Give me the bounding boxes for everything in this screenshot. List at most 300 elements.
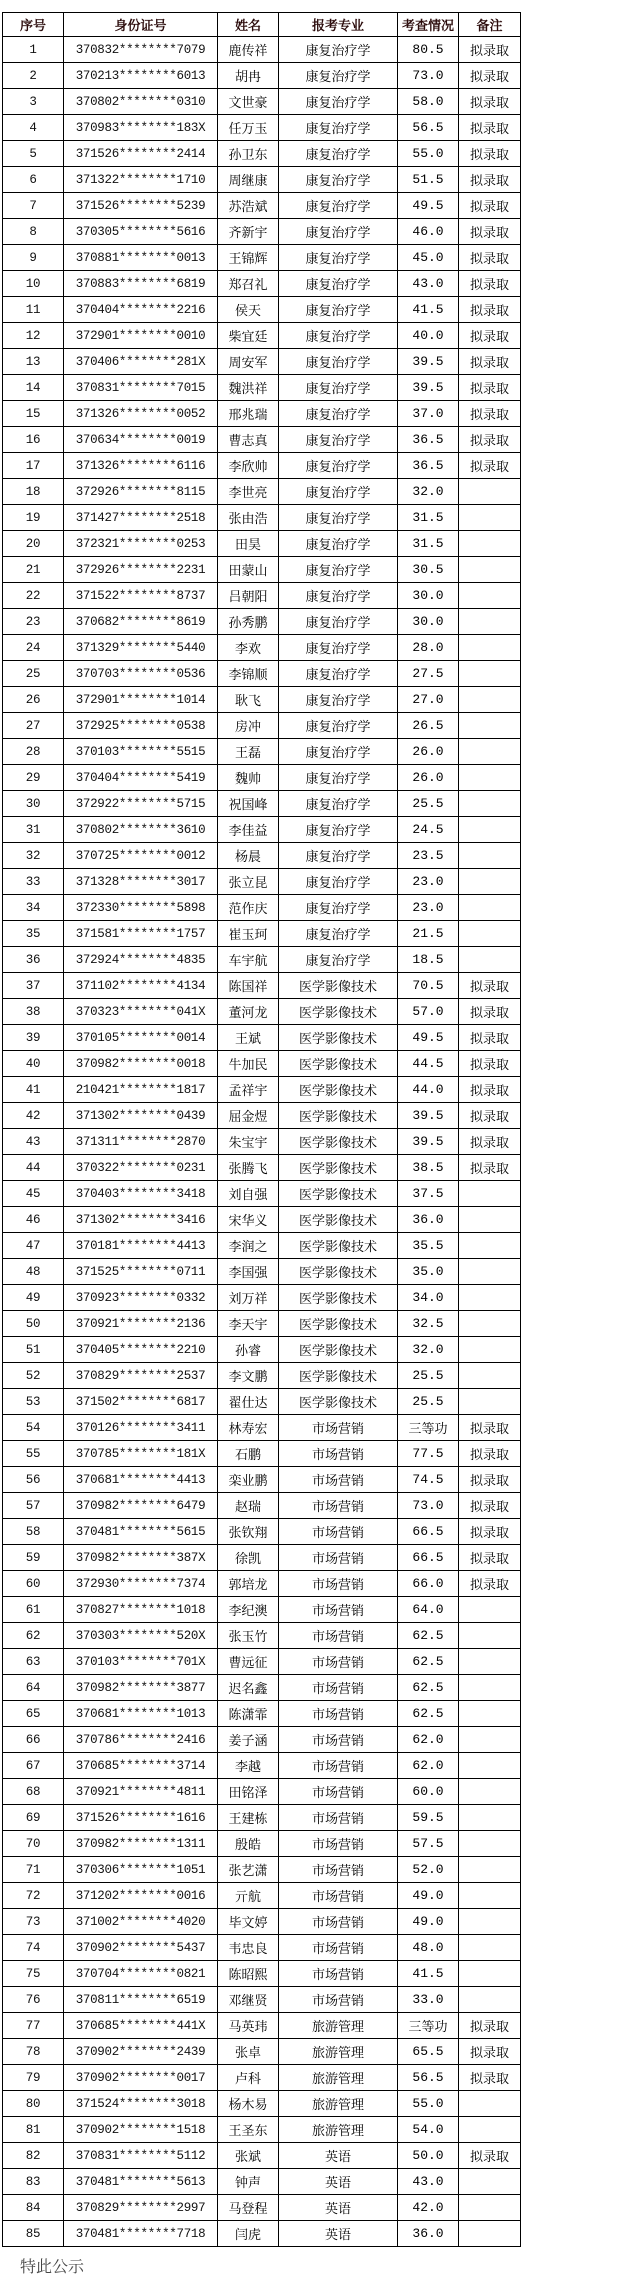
cell-name: 张腾飞 [218, 1155, 279, 1181]
cell-score: 49.0 [398, 1909, 459, 1935]
cell-major: 旅游管理 [279, 2039, 398, 2065]
cell-score: 55.0 [398, 141, 459, 167]
cell-remark: 拟录取 [459, 167, 521, 193]
cell-name: 张艺潇 [218, 1857, 279, 1883]
table-row [3, 609, 521, 635]
cell-id-number: 370902********1518 [64, 2117, 218, 2143]
cell-id-number: 370983********183X [64, 115, 218, 141]
cell-remark [459, 947, 521, 973]
table-row [3, 895, 521, 921]
cell-major: 英语 [279, 2195, 398, 2221]
cell-id-number: 370322********0231 [64, 1155, 218, 1181]
cell-remark [459, 479, 521, 505]
cell-index: 54 [3, 1415, 64, 1441]
table-row [3, 1051, 521, 1077]
table-row [3, 1935, 521, 1961]
cell-score: 44.0 [398, 1077, 459, 1103]
cell-major: 市场营销 [279, 1649, 398, 1675]
cell-name: 侯天 [218, 297, 279, 323]
cell-name: 李文鹏 [218, 1363, 279, 1389]
cell-name: 文世豪 [218, 89, 279, 115]
cell-score: 62.5 [398, 1675, 459, 1701]
cell-score: 23.0 [398, 869, 459, 895]
cell-name: 迟名鑫 [218, 1675, 279, 1701]
cell-name: 李欣帅 [218, 453, 279, 479]
cell-score: 49.5 [398, 1025, 459, 1051]
cell-id-number: 370105********0014 [64, 1025, 218, 1051]
cell-id-number: 370404********2216 [64, 297, 218, 323]
cell-major: 市场营销 [279, 1493, 398, 1519]
cell-major: 市场营销 [279, 1727, 398, 1753]
cell-name: 石鹏 [218, 1441, 279, 1467]
table-row [3, 1909, 521, 1935]
cell-remark: 拟录取 [459, 1519, 521, 1545]
cell-name: 张立昆 [218, 869, 279, 895]
cell-id-number: 371329********5440 [64, 635, 218, 661]
cell-score: 21.5 [398, 921, 459, 947]
cell-major: 康复治疗学 [279, 323, 398, 349]
table-row [3, 531, 521, 557]
table-row [3, 1961, 521, 1987]
table-row [3, 2117, 521, 2143]
cell-name: 曹远征 [218, 1649, 279, 1675]
cell-id-number: 370634********0019 [64, 427, 218, 453]
cell-id-number: 370725********0012 [64, 843, 218, 869]
table-row [3, 1467, 521, 1493]
cell-score: 56.5 [398, 2065, 459, 2091]
cell-major: 市场营销 [279, 1467, 398, 1493]
table-row [3, 115, 521, 141]
cell-score: 三等功 [398, 2013, 459, 2039]
cell-id-number: 371525********0711 [64, 1259, 218, 1285]
cell-index: 72 [3, 1883, 64, 1909]
table-row [3, 1103, 521, 1129]
cell-remark [459, 921, 521, 947]
cell-name: 张卓 [218, 2039, 279, 2065]
cell-major: 康复治疗学 [279, 89, 398, 115]
cell-name: 周安军 [218, 349, 279, 375]
cell-remark: 拟录取 [459, 349, 521, 375]
table-row [3, 1441, 521, 1467]
cell-major: 医学影像技术 [279, 1337, 398, 1363]
cell-id-number: 370126********3411 [64, 1415, 218, 1441]
header-row [3, 13, 521, 37]
cell-id-number: 370802********3610 [64, 817, 218, 843]
cell-remark: 拟录取 [459, 89, 521, 115]
cell-remark [459, 1805, 521, 1831]
cell-index: 52 [3, 1363, 64, 1389]
cell-score: 57.0 [398, 999, 459, 1025]
cell-id-number: 371524********3018 [64, 2091, 218, 2117]
cell-major: 市场营销 [279, 1675, 398, 1701]
cell-name: 任万玉 [218, 115, 279, 141]
cell-remark [459, 1883, 521, 1909]
cell-id-number: 370923********0332 [64, 1285, 218, 1311]
cell-remark: 拟录取 [459, 271, 521, 297]
cell-remark: 拟录取 [459, 297, 521, 323]
cell-score: 49.5 [398, 193, 459, 219]
cell-id-number: 372926********8115 [64, 479, 218, 505]
cell-score: 39.5 [398, 375, 459, 401]
cell-index: 39 [3, 1025, 64, 1051]
cell-index: 75 [3, 1961, 64, 1987]
cell-major: 市场营销 [279, 1701, 398, 1727]
cell-major: 康复治疗学 [279, 817, 398, 843]
cell-name: 崔玉珂 [218, 921, 279, 947]
table-row [3, 1831, 521, 1857]
cell-id-number: 370829********2997 [64, 2195, 218, 2221]
cell-name: 齐新宇 [218, 219, 279, 245]
table-row [3, 999, 521, 1025]
cell-index: 79 [3, 2065, 64, 2091]
cell-index: 67 [3, 1753, 64, 1779]
cell-score: 77.5 [398, 1441, 459, 1467]
cell-major: 市场营销 [279, 1857, 398, 1883]
cell-name: 马英玮 [218, 2013, 279, 2039]
table-row [3, 1077, 521, 1103]
cell-major: 康复治疗学 [279, 557, 398, 583]
cell-major: 康复治疗学 [279, 193, 398, 219]
cell-index: 83 [3, 2169, 64, 2195]
cell-index: 26 [3, 687, 64, 713]
cell-id-number: 371522********8737 [64, 583, 218, 609]
cell-index: 11 [3, 297, 64, 323]
table-row [3, 2169, 521, 2195]
cell-score: 25.5 [398, 791, 459, 817]
cell-remark [459, 739, 521, 765]
cell-index: 47 [3, 1233, 64, 1259]
cell-major: 康复治疗学 [279, 37, 398, 63]
table-row [3, 1389, 521, 1415]
cell-index: 9 [3, 245, 64, 271]
cell-name: 周继康 [218, 167, 279, 193]
cell-remark [459, 583, 521, 609]
header-index: 序号 [3, 13, 64, 37]
cell-id-number: 370103********701X [64, 1649, 218, 1675]
cell-score: 40.0 [398, 323, 459, 349]
cell-score: 36.5 [398, 427, 459, 453]
table-row [3, 2013, 521, 2039]
cell-name: 郭培龙 [218, 1571, 279, 1597]
cell-score: 26.0 [398, 765, 459, 791]
cell-index: 73 [3, 1909, 64, 1935]
cell-id-number: 370404********5419 [64, 765, 218, 791]
cell-name: 李锦顺 [218, 661, 279, 687]
table-row [3, 1259, 521, 1285]
cell-id-number: 370883********6819 [64, 271, 218, 297]
cell-major: 康复治疗学 [279, 297, 398, 323]
cell-remark: 拟录取 [459, 401, 521, 427]
cell-name: 王圣东 [218, 2117, 279, 2143]
table-row [3, 401, 521, 427]
cell-id-number: 370704********0821 [64, 1961, 218, 1987]
table-row [3, 843, 521, 869]
cell-remark [459, 1831, 521, 1857]
cell-remark [459, 1363, 521, 1389]
cell-index: 80 [3, 2091, 64, 2117]
cell-major: 英语 [279, 2169, 398, 2195]
table-row [3, 193, 521, 219]
cell-id-number: 370881********0013 [64, 245, 218, 271]
cell-name: 吕朝阳 [218, 583, 279, 609]
cell-remark: 拟录取 [459, 37, 521, 63]
cell-id-number: 370982********3877 [64, 1675, 218, 1701]
cell-name: 陈昭熙 [218, 1961, 279, 1987]
cell-remark: 拟录取 [459, 453, 521, 479]
cell-id-number: 371328********3017 [64, 869, 218, 895]
table-row [3, 687, 521, 713]
cell-major: 医学影像技术 [279, 1311, 398, 1337]
cell-name: 牛加民 [218, 1051, 279, 1077]
cell-major: 康复治疗学 [279, 505, 398, 531]
cell-score: 25.5 [398, 1363, 459, 1389]
cell-index: 43 [3, 1129, 64, 1155]
cell-id-number: 370103********5515 [64, 739, 218, 765]
cell-id-number: 370831********7015 [64, 375, 218, 401]
cell-index: 51 [3, 1337, 64, 1363]
cell-id-number: 370832********7079 [64, 37, 218, 63]
cell-index: 30 [3, 791, 64, 817]
cell-id-number: 371302********3416 [64, 1207, 218, 1233]
cell-index: 57 [3, 1493, 64, 1519]
cell-name: 车宇航 [218, 947, 279, 973]
cell-name: 林寿宏 [218, 1415, 279, 1441]
cell-remark: 拟录取 [459, 63, 521, 89]
cell-id-number: 370405********2210 [64, 1337, 218, 1363]
cell-name: 祝国峰 [218, 791, 279, 817]
table-row [3, 1597, 521, 1623]
cell-major: 康复治疗学 [279, 921, 398, 947]
cell-score: 三等功 [398, 1415, 459, 1441]
cell-index: 14 [3, 375, 64, 401]
cell-major: 市场营销 [279, 1415, 398, 1441]
cell-id-number: 370323********041X [64, 999, 218, 1025]
cell-id-number: 370406********281X [64, 349, 218, 375]
cell-name: 李世亮 [218, 479, 279, 505]
table-row [3, 583, 521, 609]
table-row [3, 1571, 521, 1597]
cell-index: 49 [3, 1285, 64, 1311]
cell-major: 市场营销 [279, 1441, 398, 1467]
cell-remark: 拟录取 [459, 1051, 521, 1077]
cell-id-number: 370303********520X [64, 1623, 218, 1649]
table-row [3, 2039, 521, 2065]
table-row [3, 557, 521, 583]
table-row [3, 713, 521, 739]
cell-remark [459, 2195, 521, 2221]
cell-name: 李欢 [218, 635, 279, 661]
cell-id-number: 371326********6116 [64, 453, 218, 479]
cell-index: 36 [3, 947, 64, 973]
cell-id-number: 370681********4413 [64, 1467, 218, 1493]
cell-index: 3 [3, 89, 64, 115]
cell-score: 50.0 [398, 2143, 459, 2169]
cell-remark: 拟录取 [459, 245, 521, 271]
cell-remark [459, 1285, 521, 1311]
cell-name: 翟仕达 [218, 1389, 279, 1415]
cell-score: 36.0 [398, 2221, 459, 2247]
cell-index: 12 [3, 323, 64, 349]
cell-name: 孙卫东 [218, 141, 279, 167]
cell-id-number: 370902********2439 [64, 2039, 218, 2065]
cell-name: 刘万祥 [218, 1285, 279, 1311]
cell-name: 魏帅 [218, 765, 279, 791]
cell-id-number: 370982********1311 [64, 1831, 218, 1857]
cell-remark [459, 2117, 521, 2143]
cell-index: 5 [3, 141, 64, 167]
table-row [3, 1545, 521, 1571]
cell-major: 康复治疗学 [279, 947, 398, 973]
cell-name: 田昊 [218, 531, 279, 557]
table-row [3, 635, 521, 661]
table-row [3, 479, 521, 505]
cell-score: 37.5 [398, 1181, 459, 1207]
cell-major: 市场营销 [279, 1779, 398, 1805]
cell-major: 医学影像技术 [279, 1155, 398, 1181]
cell-major: 市场营销 [279, 1909, 398, 1935]
cell-id-number: 370811********6519 [64, 1987, 218, 2013]
cell-name: 张由浩 [218, 505, 279, 531]
cell-major: 医学影像技术 [279, 1129, 398, 1155]
cell-id-number: 371581********1757 [64, 921, 218, 947]
cell-name: 孟祥宇 [218, 1077, 279, 1103]
cell-remark: 拟录取 [459, 2143, 521, 2169]
cell-remark [459, 765, 521, 791]
cell-major: 旅游管理 [279, 2091, 398, 2117]
cell-id-number: 370802********0310 [64, 89, 218, 115]
cell-remark: 拟录取 [459, 219, 521, 245]
table-row [3, 1883, 521, 1909]
cell-index: 8 [3, 219, 64, 245]
cell-major: 康复治疗学 [279, 765, 398, 791]
cell-score: 42.0 [398, 2195, 459, 2221]
cell-name: 杨木易 [218, 2091, 279, 2117]
cell-id-number: 372925********0538 [64, 713, 218, 739]
cell-score: 30.0 [398, 583, 459, 609]
cell-remark: 拟录取 [459, 2065, 521, 2091]
cell-id-number: 370982********0018 [64, 1051, 218, 1077]
cell-major: 医学影像技术 [279, 1077, 398, 1103]
cell-score: 35.0 [398, 1259, 459, 1285]
cell-remark: 拟录取 [459, 1493, 521, 1519]
cell-id-number: 372930********7374 [64, 1571, 218, 1597]
table-row [3, 505, 521, 531]
cell-id-number: 370481********5613 [64, 2169, 218, 2195]
cell-id-number: 370685********3714 [64, 1753, 218, 1779]
cell-remark: 拟录取 [459, 999, 521, 1025]
cell-id-number: 370921********2136 [64, 1311, 218, 1337]
cell-remark [459, 869, 521, 895]
cell-index: 25 [3, 661, 64, 687]
cell-index: 38 [3, 999, 64, 1025]
cell-id-number: 370306********1051 [64, 1857, 218, 1883]
cell-major: 康复治疗学 [279, 245, 398, 271]
admission-table [2, 12, 521, 2247]
cell-id-number: 370902********5437 [64, 1935, 218, 1961]
cell-id-number: 372330********5898 [64, 895, 218, 921]
cell-id-number: 372901********0010 [64, 323, 218, 349]
cell-name: 亓航 [218, 1883, 279, 1909]
table-row [3, 973, 521, 999]
cell-id-number: 370481********5615 [64, 1519, 218, 1545]
cell-score: 57.5 [398, 1831, 459, 1857]
cell-major: 英语 [279, 2221, 398, 2247]
table-row [3, 817, 521, 843]
cell-index: 21 [3, 557, 64, 583]
table-row [3, 349, 521, 375]
cell-score: 66.5 [398, 1519, 459, 1545]
cell-index: 41 [3, 1077, 64, 1103]
cell-index: 28 [3, 739, 64, 765]
table-row [3, 2091, 521, 2117]
cell-score: 41.5 [398, 1961, 459, 1987]
cell-name: 魏洪祥 [218, 375, 279, 401]
table-row [3, 271, 521, 297]
cell-id-number: 371322********1710 [64, 167, 218, 193]
cell-index: 69 [3, 1805, 64, 1831]
cell-score: 34.0 [398, 1285, 459, 1311]
cell-name: 屈金煜 [218, 1103, 279, 1129]
cell-major: 市场营销 [279, 1935, 398, 1961]
cell-remark: 拟录取 [459, 375, 521, 401]
cell-major: 康复治疗学 [279, 167, 398, 193]
cell-remark: 拟录取 [459, 323, 521, 349]
cell-remark [459, 687, 521, 713]
cell-remark [459, 1597, 521, 1623]
cell-name: 郑召礼 [218, 271, 279, 297]
cell-remark [459, 1857, 521, 1883]
cell-id-number: 371102********4134 [64, 973, 218, 999]
cell-name: 王锦辉 [218, 245, 279, 271]
cell-major: 康复治疗学 [279, 375, 398, 401]
table-row [3, 1285, 521, 1311]
cell-name: 耿飞 [218, 687, 279, 713]
cell-major: 康复治疗学 [279, 453, 398, 479]
table-row [3, 1701, 521, 1727]
cell-major: 市场营销 [279, 1831, 398, 1857]
cell-id-number: 370682********8619 [64, 609, 218, 635]
cell-index: 29 [3, 765, 64, 791]
cell-remark: 拟录取 [459, 1129, 521, 1155]
cell-major: 康复治疗学 [279, 791, 398, 817]
cell-major: 康复治疗学 [279, 427, 398, 453]
cell-name: 曹志真 [218, 427, 279, 453]
cell-id-number: 371302********0439 [64, 1103, 218, 1129]
cell-score: 39.5 [398, 1129, 459, 1155]
cell-remark [459, 1389, 521, 1415]
cell-name: 张斌 [218, 2143, 279, 2169]
cell-index: 68 [3, 1779, 64, 1805]
cell-name: 王磊 [218, 739, 279, 765]
cell-remark [459, 531, 521, 557]
cell-remark [459, 1259, 521, 1285]
cell-remark: 拟录取 [459, 1545, 521, 1571]
cell-id-number: 371326********0052 [64, 401, 218, 427]
cell-major: 英语 [279, 2143, 398, 2169]
cell-index: 37 [3, 973, 64, 999]
cell-index: 65 [3, 1701, 64, 1727]
cell-name: 杨晨 [218, 843, 279, 869]
table-row [3, 1987, 521, 2013]
cell-score: 41.5 [398, 297, 459, 323]
cell-name: 陈国祥 [218, 973, 279, 999]
cell-id-number: 371526********2414 [64, 141, 218, 167]
cell-name: 柴宜廷 [218, 323, 279, 349]
header-name: 姓名 [218, 13, 279, 37]
cell-remark [459, 1935, 521, 1961]
cell-score: 65.5 [398, 2039, 459, 2065]
table-row [3, 947, 521, 973]
